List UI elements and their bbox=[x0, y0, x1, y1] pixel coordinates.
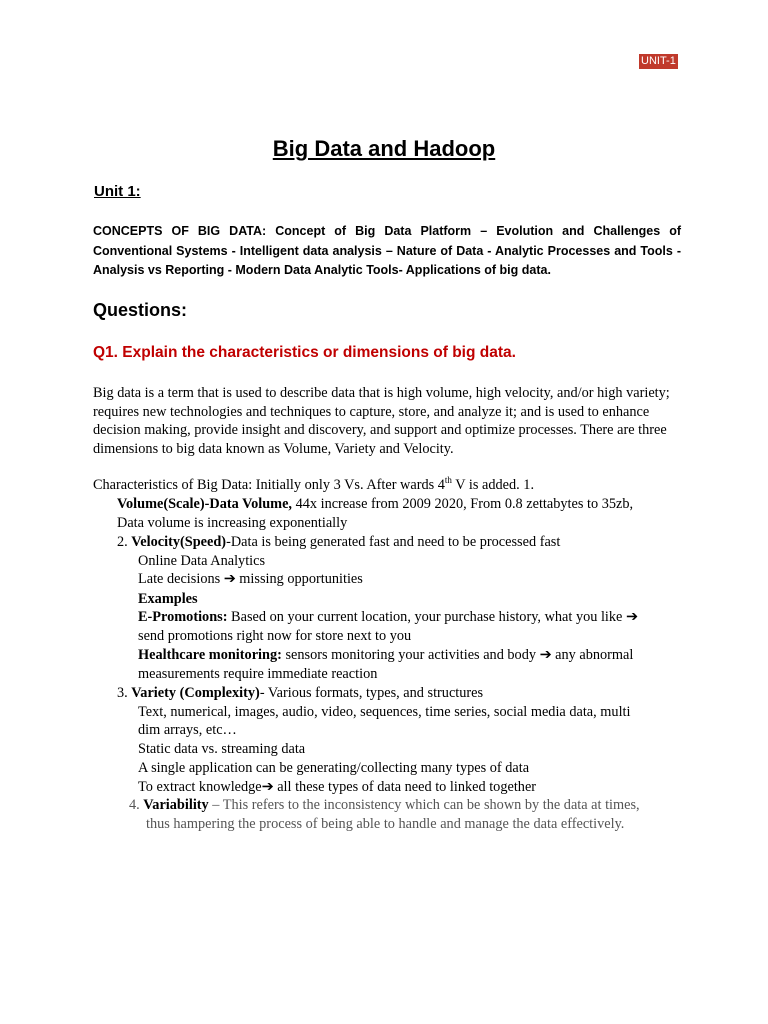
characteristics-intro-text: Characteristics of Big Data: Initially only 3 Vs. After wards 4 bbox=[93, 477, 445, 493]
unit-tag-badge: UNIT-1 bbox=[641, 55, 676, 67]
healthcare-item bbox=[138, 646, 633, 664]
unit-heading: Unit 1: bbox=[94, 183, 141, 200]
velocity-item bbox=[117, 533, 560, 551]
epromotions-item bbox=[138, 608, 638, 626]
variety-sub-2: Static data vs. streaming data bbox=[138, 741, 306, 757]
volume-text: 44x increase from 2009 2020, From 0.8 zettabytes to 35zb, bbox=[292, 496, 634, 512]
healthcare-text: sensors monitoring your activities and body ➔ any abnormal bbox=[281, 647, 634, 663]
characteristics-intro-sup: th bbox=[444, 475, 452, 486]
intro-paragraph: Big data is a term that is used to describe data that is high volume, high velocity, and/or high variety; requires new technologies and techniques to capture, store, and analyze it; and is used to enhance decision making, provide insight and discovery, and support and optimize processes. There are three dimensions to big data known as Volume, Variety and Velocity. bbox=[93, 385, 670, 458]
healthcare-term: Healthcare monitoring: bbox=[138, 647, 282, 663]
questions-heading: Questions: bbox=[93, 300, 188, 320]
variety-term: Variety (Complexity) bbox=[131, 685, 260, 701]
variety-item bbox=[117, 684, 483, 702]
question-1-heading: Q1. Explain the characteristics or dimensions of big data. bbox=[93, 344, 516, 361]
syllabus-paragraph: CONCEPTS OF BIG DATA: Concept of Big Data Platform – Evolution and Challenges of Conventional Systems - Intelligent data analysis – Nature of Data - Analytic Processes and Tools - Analysis vs Reporting - Modern Data Analytic Tools- Applications of big data. bbox=[93, 224, 681, 278]
velocity-sub-1: Online Data Analytics bbox=[138, 553, 266, 569]
variety-sub-1b: dim arrays, etc… bbox=[138, 722, 237, 738]
variability-term: Variability bbox=[143, 797, 209, 813]
velocity-sub-2: Late decisions ➔ missing opportunities bbox=[138, 571, 363, 587]
variety-number: 3. bbox=[117, 685, 132, 701]
epromotions-text: Based on your current location, your purchase history, what you like ➔ bbox=[227, 609, 638, 625]
variability-line-2: thus hampering the process of being able to handle and manage the data effectively. bbox=[146, 816, 625, 832]
variety-sub-3: A single application can be generating/collecting many types of data bbox=[138, 760, 530, 776]
velocity-examples-label: Examples bbox=[138, 591, 198, 607]
variety-text: - Various formats, types, and structures bbox=[259, 685, 484, 701]
variety-sub-1: Text, numerical, images, audio, video, sequences, time series, social media data, multi bbox=[138, 704, 631, 720]
velocity-text: -Data is being generated fast and need to be processed fast bbox=[226, 534, 561, 550]
document-title: Big Data and Hadoop bbox=[272, 136, 496, 161]
variety-sub-4: To extract knowledge➔ all these types of data need to linked together bbox=[138, 779, 537, 795]
velocity-term: Velocity(Speed) bbox=[131, 534, 227, 550]
characteristics-intro-tail: V is added. 1. bbox=[451, 477, 535, 493]
epromotions-term: E-Promotions: bbox=[138, 609, 228, 625]
characteristics-intro bbox=[93, 476, 534, 494]
volume-item bbox=[117, 495, 633, 513]
epromotions-line-2: send promotions right now for store next to you bbox=[138, 628, 412, 644]
variability-text: – This refers to the inconsistency which can be shown by the data at times, bbox=[208, 797, 640, 813]
velocity-number: 2. bbox=[117, 534, 132, 550]
variability-item bbox=[129, 796, 640, 814]
volume-line-2: Data volume is increasing exponentially bbox=[117, 515, 348, 531]
volume-term: Volume(Scale)-Data Volume, bbox=[117, 496, 292, 512]
healthcare-line-2: measurements require immediate reaction bbox=[138, 666, 378, 682]
variability-number: 4. bbox=[129, 797, 144, 813]
